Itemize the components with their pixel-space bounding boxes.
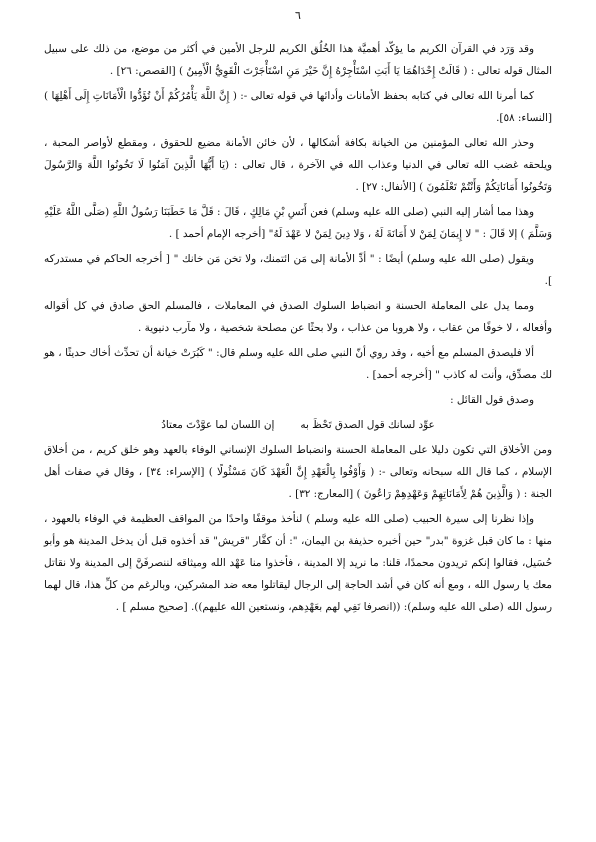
body-text [44,38,552,621]
verse-first-hemistich: عوِّد لسانك قول الصدق تَحْظَ به [300,419,435,431]
page-number: ٦ [295,9,301,22]
paragraph: وهذا مما أشار إليه النبي (صلى الله عليه وسلم) فعن أَنَسِ بْنِ مَالِكٍ ، قَالَ : قَلَّ مَا خَطَبَنَا رَسُولُ اللَّهِ (صَلَّى اللَّهُ عَلَيْهِ وَسَلَّمَ ) إلا قَالَ : " لا إِيمَانَ لِمَنْ لا أَمَانَةَ لَهُ ، وَلا دِينَ لِمَنْ لا عَهْدَ لَهُ" [أخرجه الإمام أحمد ] . [44,206,552,240]
paragraph: ومما يدل على المعاملة الحسنة و انضباط السلوك الصدق في المعاملات ، فالمسلم الحق صادق في كل أقواله وأفعاله ، لا خوفًا من عقاب ، ولا هروبا من عذاب ، ولا بحثًا عن مصلحة شخصية ، ولا مآرب دنيوية . [44,300,552,334]
verse-second-hemistich: إن اللسان لما عوَّدْتَ معتادُ [161,419,275,431]
paragraph: وحذر الله تعالى المؤمنين من الخيانة بكافة أشكالها ، لأن خائن الأمانة مضيع للحقوق ، ومقطع لأواصر المحبة ، ويلحقه غضب الله تعالى في الدنيا وعذاب الله في الآخرة ، قال تعالى : (يَا أَيُّهَا الَّذِينَ آمَنُوا لَا تَخُونُوا اللَّهَ وَالرَّسُولَ وَتَخُونُوا أَمَانَاتِكُمْ وَأَنْتُمْ تَعْلَمُونَ ) [الأنفال: ٢٧] . [44,137,552,193]
paragraph: ويقول (صلى الله عليه وسلم) أيضًا : " أدِّ الأمانة إلى مَن ائتمنك، ولا تخن مَن خانك " [ أخرجه الحاكم في مستدركه ]. [44,253,552,287]
paragraph: ومن الأخلاق التي تكون دليلا على المعاملة الحسنة وانضباط السلوك الإنساني الوفاء بالعهد وهو خلق كريم ، من أخلاق الإسلام ، كما قال الله سبحانه وتعالى -: ( وَأَوْفُوا بِالْعَهْدِ إِنَّ الْعَهْدَ كَانَ مَسْئُولًا ) [الإسراء: ٣٤] ، وقال في صفات أهل الجنة : ( وَالَّذِينَ هُمْ لِأَمَانَاتِهِمْ وَعَهْدِهِمْ رَاعُونَ ) [المعارج: ٣٢] . [44,444,552,500]
paragraph: ألا فليصدق المسلم مع أخيه ، وقد روي أنّ النبي صلى الله عليه وسلم قال: " كَبُرَتْ خيانة أن تحدِّث أخاك حديثًا ، هو لك مصدِّق، وأنت له كاذب " [أخرجه أحمد] . [44,347,552,381]
poetry-verse [44,414,552,436]
paragraph: كما أمرنا الله تعالى في كتابه بحفظ الأمانات وأدائها في قوله تعالى -: ( إِنَّ اللَّهَ يَأْمُرُكُمْ أَنْ تُؤَدُّوا الْأَمَانَاتِ إِلَى أَهْلِهَا ) [النساء: ٥٨]. [44,90,552,124]
paragraph: وقد وَرَد في القرآن الكريم ما يؤكّد أهميَّة هذا الخُلُق الكريم للرجل الأمين في أكثر من موضع، من ذلك على سبيل المثال قوله تعالى : ( قَالَتْ إِحْدَاهُمَا يَا أَبَتِ اسْتَأْجِرْهُ إِنَّ خَيْرَ مَنِ اسْتَأْجَرْتَ الْقَوِيُّ الْأَمِينُ ) [القصص: ٢٦] . [44,43,552,77]
paragraph: وصدق قول القائل : [450,394,534,406]
paragraph: وإذا نظرنا إلى سيرة الحبيب (صلى الله عليه وسلم ) لنأخذ موقفًا واحدًا من المواقف العظيمة في الوفاء بالعهود ، منها : ما كان قبل غزوة "بدر" حين أخبره حذيفة بن اليمان، ": أن كفَّار "قريش" قد أخذوه قبل أن يدخل المدينة هو وأبو حُسَيل، فقالوا إنكم تريدون محمدًا، قلنا: ما نريد إلا المدينة ، فأخذوا منا عَهْد الله وميثاقه لننصرفَنَّ إلى المدينة ولا نقاتل معك يا رسول الله ، ومع أنه كان في أشد الحاجة إلى الرجال ليقاتلوا معه ضد المشركين، وبالرغم من كلِّ هذا، قال لهما رسول الله (صلى الله عليه وسلم): ((انصرفا نَفِي لهم بعَهْدِهم، ونستعين الله عليهم)). [صحيح مسلم ] . [44,513,552,613]
